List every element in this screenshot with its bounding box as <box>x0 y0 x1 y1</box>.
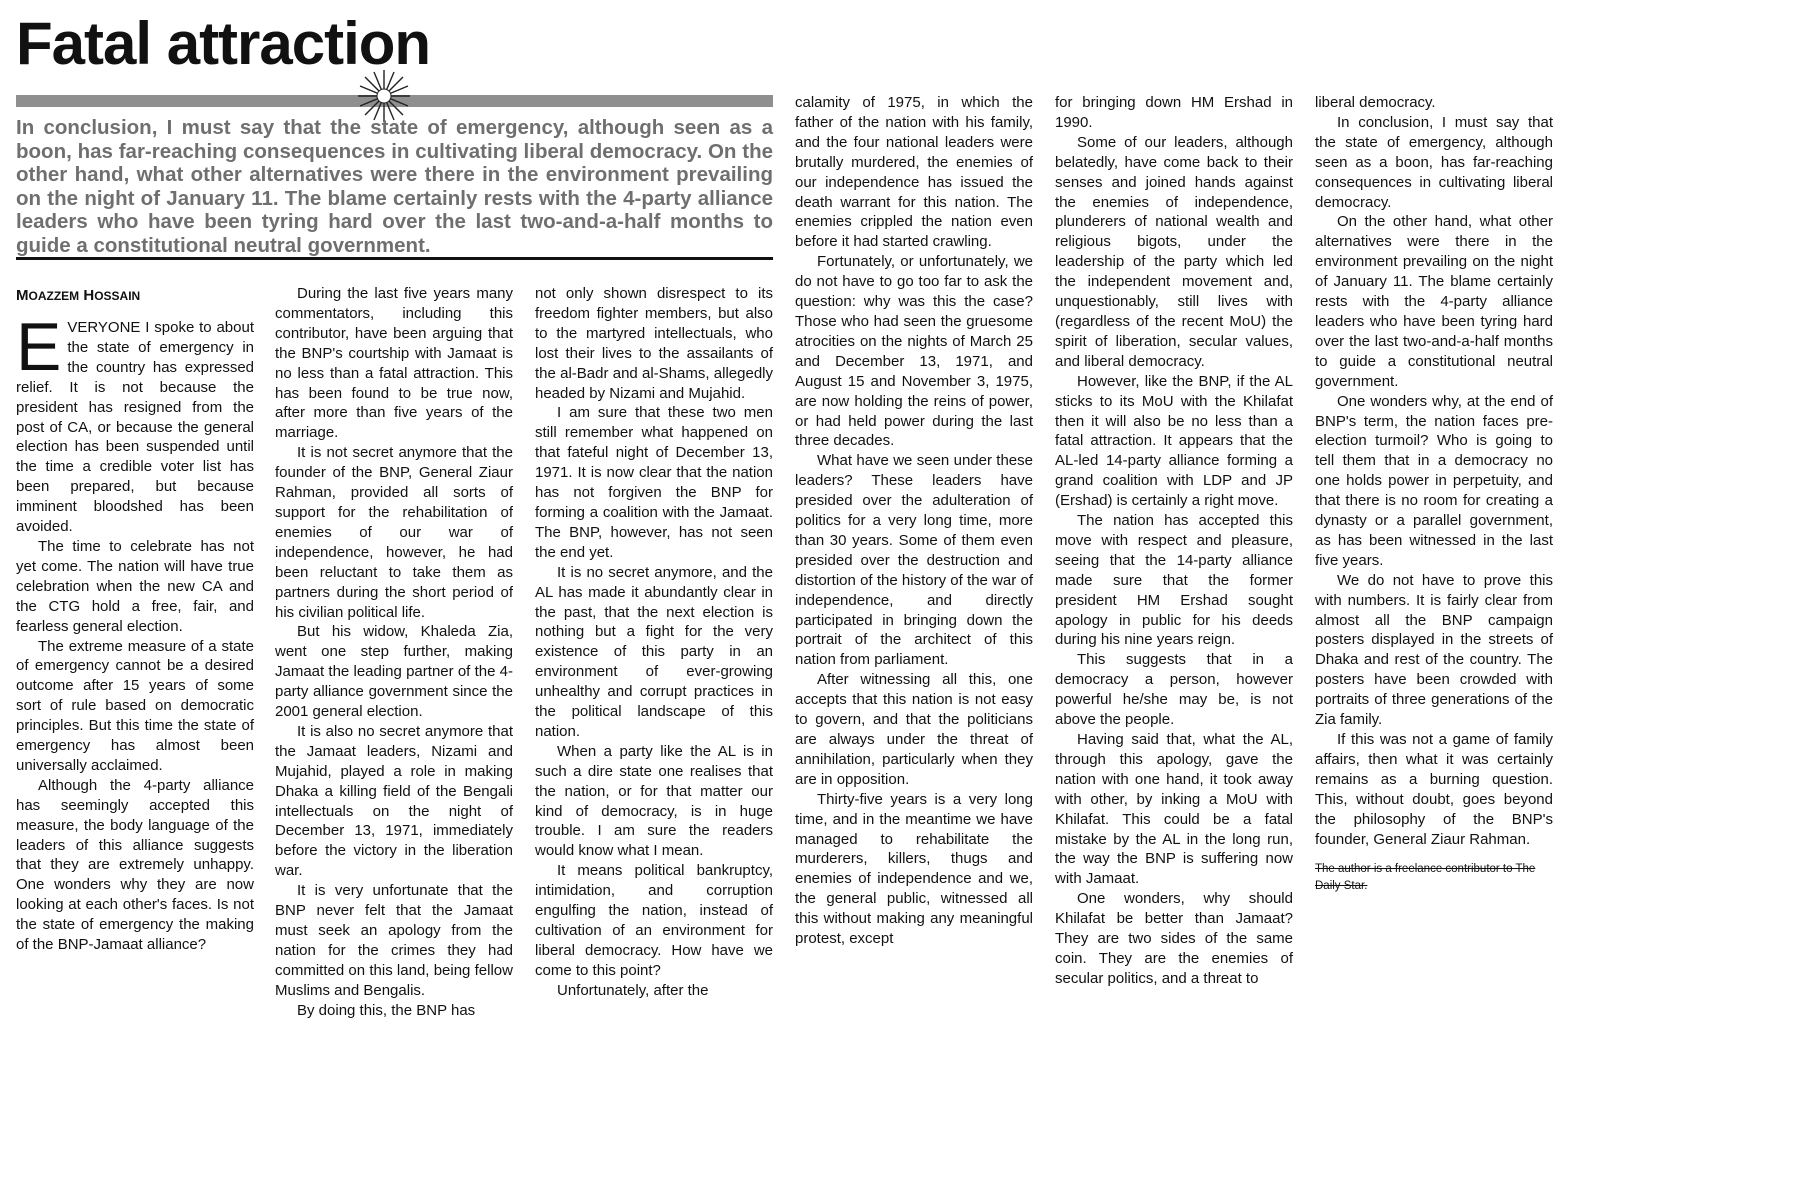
column-5 <box>1055 93 1293 989</box>
paragraph: On the other hand, what other alternatives were there in the environment prevailing on the night of January 11. The blame certainly rests with the 4-party alliance leaders who have been tyring hard over the last two-and-a-half months to guide a constitutional neutral government. <box>1315 213 1553 390</box>
headline: Fatal attraction <box>16 10 431 77</box>
paragraph: Fortunately, or unfortunately, we do not have to go too far to ask the question: why was this the case? Those who had seen the gruesome atrocities on the nights of March 25 and December 13, 1971, and August 15 and November 3, 1975, are now holding the reins of power, or had held power during the last three decades. <box>795 253 1033 450</box>
paragraph: It is also no secret anymore that the Jamaat leaders, Nizami and Mujahid, played a role in making Dhaka a killing field of the Bengali intellectuals on the night of December 13, 1971, immediately before the victory in the liberation war. <box>275 722 513 880</box>
paragraph: During the last five years many commentators, including this contributor, have been arguing that the BNP's courtship with Jamaat is no less than a fatal attraction. This has been found to be true now, after more than five years of the marriage. <box>275 285 513 442</box>
paragraph: But his widow, Khaleda Zia, went one step further, making Jamaat the leading partner of the 4-party alliance government since the 2001 general election. <box>275 623 513 721</box>
paragraph: If this was not a game of family affairs, then what it was certainly remains as a burning question. This, without doubt, goes beyond the philosophy of the BNP's founder, General Ziaur Rahman. <box>1315 731 1553 848</box>
drop-cap: E <box>16 309 62 385</box>
column-4 <box>795 93 1033 949</box>
paragraph: What have we seen under these leaders? These leaders have presided over the adulteration of politics for a very long time, more than 30 years. Some of them even presided over the destruction and distortion of the history of the war of independence, and directly participated in bringing down the portrait of the architect of this nation from parliament. <box>795 452 1033 669</box>
paragraph: Although the 4-party alliance has seemingly accepted this measure, the body language of the leaders of this alliance suggests that they are extremely unhappy. One wonders why they are now looking at each other's faces. Is not the state of emergency the making of the BNP-Jamaat alliance? <box>16 776 254 954</box>
paragraph: After witnessing all this, one accepts that this nation is not easy to govern, and that the politicians are always under the threat of annihilation, particularly when they are in opposition. <box>795 671 1033 788</box>
paragraph: for bringing down HM Ershad in 1990. <box>1055 94 1293 131</box>
byline-rest: OSSAIN <box>94 289 141 303</box>
paragraph: Some of our leaders, although belatedly, have come back to their senses and joined hands against the enemies of independence, plunderers of national wealth and religious bigots, under the leadership of the party which led the independent movement and, unquestionably, still lives with (regardless of the recent MoU) the spirit of liberation, secular values, and liberal democracy. <box>1055 133 1293 370</box>
byline-rest: OAZZEM <box>28 289 80 303</box>
paragraph: The time to celebrate has not yet come. The nation will have true celebration when the new CA and the CTG hold a free, fair, and fearless general election. <box>16 537 254 635</box>
column-6 <box>1315 93 1553 895</box>
paragraph: Thirty-five years is a very long time, and in the meantime we have managed to rehabilitate the murderers, killers, thugs and enemies of independence and we, the general public, witnessed all this without making any meaningful protest, except <box>795 790 1033 948</box>
column-3 <box>535 284 773 1001</box>
paragraph: EVERYONE I spoke to about the state of emergency in the country has expressed relief. It is not because the president has resigned from the post of CA, or because the general election has been suspended until the time a credible voter list has been prepared, but because imminent bloodshed has been avoided. <box>16 309 254 536</box>
paragraph: This suggests that in a democracy a person, however powerful he/she may be, is not above the people. <box>1055 651 1293 729</box>
paragraph: However, like the BNP, if the AL sticks to its MoU with the Khilafat then it will also be no less than a fatal attraction. It appears that the AL-led 14-party alliance forming a grand coalition with LDP and JP (Ershad) is certainly a right move. <box>1055 372 1293 510</box>
byline <box>16 287 256 304</box>
paragraph: It is not secret anymore that the founder of the BNP, General Ziaur Rahman, provided all sorts of support for the rehabilitation of enemies of our war of independence, however, he had been reluctant to take them as partners during the short period of his civilian political life. <box>275 444 513 621</box>
paragraph: It is no secret anymore, and the AL has made it abundantly clear in the past, that the next election is nothing but a fight for the very existence of this party in an environment of ever-growing unhealthy and corrupt practices in the political landscape of this nation. <box>535 563 773 740</box>
paragraph: The extreme measure of a state of emergency cannot be a desired outcome after 15 years of some sort of rule based on democratic principles. But this time the state of emergency has almost been universally acclaimed. <box>16 637 254 774</box>
paragraph: One wonders, why should Khilafat be better than Jamaat? They are two sides of the same coin. They are the enemies of secular politics, and a threat to <box>1055 890 1293 987</box>
column-2 <box>275 284 513 1021</box>
paragraph: Having said that, what the AL, through this apology, gave the nation with one hand, it took away with other, by inking a MoU with Khilafat. This could be a fatal mistake by the AL in the long run, the way the BNP is suffering now with Jamaat. <box>1055 731 1293 888</box>
paragraph: The nation has accepted this move with respect and pleasure, seeing that the 14-party alliance made sure that the former president HM Ershad sought apology in public for his deeds during his nine years reign. <box>1055 512 1293 649</box>
author-note: The author is a freelance contributor to The Daily Star. <box>1315 863 1536 893</box>
byline-initial: H <box>83 287 95 304</box>
standfirst: In conclusion, I must say that the state of emergency, although seen as a boon, has far-reaching consequences in cultivating liberal democracy. On the other hand, what other alternatives were there in the environment prevailing on the night of January 11. The blame certainly rests with the 4-party alliance leaders who have been tyring hard over the last two-and-a-half months to guide a constitutional neutral government. <box>16 116 773 257</box>
paragraph: It is very unfortunate that the BNP never felt that the Jamaat must seek an apology from the nation for the crimes they had committed on this land, being fellow Muslims and Bengalis. <box>275 882 513 999</box>
column-1 <box>16 309 254 955</box>
paragraph: calamity of 1975, in which the father of the nation with his family, and the four national leaders were brutally murdered, the enemies of our independence has issued the death warrant for this nation. The enemies crippled the nation even before it had started crawling. <box>795 94 1033 251</box>
byline-initial: M <box>16 287 29 304</box>
paragraph: not only shown disrespect to its freedom fighter members, but also to the martyred intellectuals, who lost their lives to the assailants of the al-Badr and al-Shams, allegedly headed by Nizami and Mujahid. <box>535 285 773 402</box>
paragraph: We do not have to prove this with numbers. It is fairly clear from almost all the BNP campaign posters displayed in the streets of Dhaka and rest of the country. The posters have been crowded with portraits of three generations of the Zia family. <box>1315 571 1553 729</box>
paragraph: liberal democracy. <box>1315 94 1436 111</box>
paragraph: I am sure that these two men still remember what happened on that fateful night of December 13, 1971. It is now clear that the nation has not forgiven the BNP for forming a coalition with the Jamaat. The BNP, however, has not seen the end yet. <box>535 404 773 561</box>
paragraph: It means political bankruptcy, intimidation, and corruption engulfing the nation, instead of cultivation of an environment for liberal democracy. How have we come to this point? <box>535 862 773 979</box>
paragraph: In conclusion, I must say that the state of emergency, although seen as a boon, has far-reaching consequences in cultivating liberal democracy. <box>1315 113 1553 211</box>
paragraph: Unfortunately, after the <box>557 981 709 999</box>
deck-rule <box>16 257 773 260</box>
paragraph: One wonders why, at the end of BNP's term, the nation faces pre-election turmoil? Who is going to tell them that in a democracy no one holds power in perpetuity, and that there is no room for creating a dynasty or a parallel government, as has been witnessed in the last five years. <box>1315 392 1553 569</box>
paragraph: When a party like the AL is in such a dire state one realises that the nation, or for that matter our kind of democracy, is in huge trouble. I am sure the readers would know what I mean. <box>535 742 773 860</box>
paragraph: By doing this, the BNP has <box>297 1001 476 1019</box>
